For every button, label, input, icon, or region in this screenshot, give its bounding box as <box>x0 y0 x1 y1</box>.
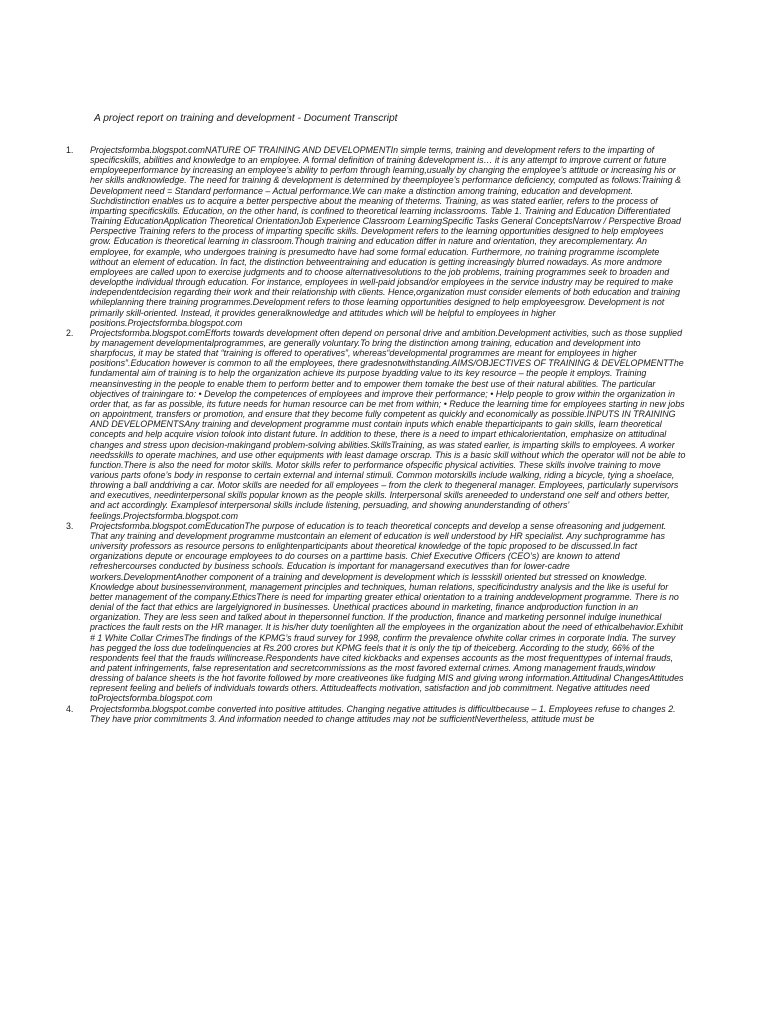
paragraph-text: Projectsformba.blogspot.comEfforts towards development often depend on personal drive and ambition.Development activities, such as those supplied by management developmentalprogrammes, are generally voluntary.To bring the distinction among training, education and development into sharpfocus, it may be stated that “training is offered to operatives”, whereas“developmental programmes are meant for employees in higher positions”.Education however is common to all the employees, there gradesnotwithstanding.AIMS/OBJECTIVES OF TRAINING & DEVELOPMENTThe fundamental aim of training is to help the organization achieve its purpose byadding value to its key resource – the people it employs. Training meansinvesting in the people to enable them to perform better and to empower them tomake the best use of their natural abilities. The particular objectives of trainingare to: • Develop the competences of employees and improve their performance; • Help people to grow within the organization in order that, as far as possible, its future needs for human resource can be met from within; • Reduce the learning time for employees starting in new jobs on appointment, transfers or promotion, and ensure that they become fully competent as quickly and economically as possible.INPUTS IN TRAINING AND DEVELOPMENTSAny training and development programme must contain inputs which enable theparticipants to gain skills, learn theoretical concepts and help acquire vision tolook into distant future. In addition to these, there is a need to impart ethicalorientation, emphasize on attitudinal changes and stress upon decision-makingand problem-solving abilities.SkillsTraining, as was stated earlier, is imparting skills to employees. A worker needsskills to operate machines, and use other equipments with least damage orscrap. This is a basic skill without which the operator will not be able to function.There is also the need for motor skills. Motor skills refer to performance ofspecific physical activities. These skills involve training to move various parts ofone’s body in response to certain external and internal stimuli. Common motorskills include walking, riding a bicycle, tying a shoelace, throwing a ball anddriving a car. Motor skills are needed for all employees – from the clerk to thegeneral manager. Employees, particularly supervisors and executives, needinterpersonal skills popular known as the people skills. Interpersonal skills areneeded to understand one self and others better, and act accordingly. Examplesof interpersonal skills include listening, persuading, and showing anunderstanding of others’ feelings.Projectsformba.blogspot.com <box>90 327 686 521</box>
paragraph-number: 2. <box>66 327 74 338</box>
paragraph-item <box>66 704 686 724</box>
paragraph-item <box>66 328 686 521</box>
paragraph-number: 1. <box>66 145 74 155</box>
paragraph-text: Projectsformba.blogspot.comEducationThe purpose of education is to teach theoretical concepts and develop a sense ofreasoning and judgement. That any training and development programme mustcontain an element of education is well understood by HR specialist. Any suchprogramme has university professors as resource persons to enlightenparticipants about theoretical knowledge of the topic proposed to be discussed.In fact organizations depute or encourage employees to do courses on a parttime basis. Chief Executive Officers (CEO’s) are known to attend refreshercourses conducted by business schools. Education is important for managersand executives than for lower-cadre workers.DevelopmentAnother component of a training and development is development which is lessskill oriented but stressed on knowledge. Knowledge about businessenvironment, management principles and techniques, human relations, specificindustry analysis and the like is useful for better management of the company.EthicsThere is need for imparting greater ethical orientation to a training anddevelopment programme. There is no denial of the fact that ethics are largelyignored in businesses. Unethical practices abound in marketing, finance andproduction function in an organization. They are less seen and talked about in thepersonnel function. If the production, finance and marketing personnel indulge inunethical practices the fault rests on the HR manager. It is his/her duty toenlighten all the employees in the organization about the need of ethicalbehavior.Exhibit # 1 White Collar CrimesThe findings of the KPMG’s fraud survey for 1998, confirm the prevalence ofwhite collar crimes in corporate India. The survey has pegged the loss due todelinquencies at Rs.200 crores but KPMG feels that it is only the tip of theiceberg. According to the study, 66% of the respondents feel that the frauds willincrease.Respondents have cited kickbacks and expenses accounts as the most frequenttypes of internal frauds, and patent infringements, false representation and secretcommissions as the most favored external crimes. Among management frauds,window dressing of balance sheets is the hot favorite followed by more creativeones like fudging MIS and giving wrong information.Attitudinal ChangesAttitudes represent feeling and beliefs of individuals towards others. Attitudeaffects motivation, satisfaction and job commitment. Negative attitudes need toProjectsformba.blogspot.com <box>90 520 684 704</box>
paragraph-list <box>66 145 686 724</box>
paragraph-text: Projectsformba.blogspot.combe converted into positive attitudes. Changing negative attitudes is difficultbecause – 1. Employees refuse to changes 2. They have prior commitments 3. And information needed to change attitudes may not be sufficientNevertheless, attitude must be <box>90 703 676 724</box>
paragraph-number: 3. <box>66 520 74 531</box>
paragraph-number: 4. <box>66 703 74 714</box>
paragraph-text: Projectsformba.blogspot.comNATURE OF TRAINING AND DEVELOPMENTIn simple terms, training and development refers to the imparting of specificskills, abilities and knowledge to an employee. A formal definition of training &development is… it is any attempt to improve current or future employeeperformance by increasing an employee’s ability to perfom through learning,usually by changing the employee’s attitude or increasing his or her skills andknowledge. The need for training & development is determined by theemployee’s performance deficiency, computed as follows:Training & Development need = Standard performance – Actual performance.We can make a distinction among training, education and development. Suchdistinction enables us to acquire a better perspective about the meaning of theterms. Training, as was stated earlier, refers to the process of imparting specificskills. Education, on the other hand, is confined to theoretical learning inclassrooms. Table 1. Training and Education Differentiated Training EducationApplication Theoretical OrientationJob Experience Classroom LearningSpecific Tasks General ConceptsNarrow / Perspective Broad Perspective Training refers to the process of imparting specific skills. Development refers to the learning opportunities designed to help employees grow. Education is theoretical learning in classroom.Though training and education differ in nature and orientation, they arecomplementary. An employee, for example, who undergoes training is presumedto have had some formal education. Furthermore, no training programme iscomplete without an element of education. In fact, the distinction betweentraining and education is getting increasingly blurred nowadays. As more andmore employees are called upon to exercise judgments and to choose alternativesolutions to the job problems, training programmes seek to broaden and developthe individual through education. For instance, employees in well-paid jobsand/or employees in the service industry may be required to make independentdecision regarding their work and their relationship with clients. Hence,organization must consider elements of both education and training whileplanning there training programmes.Development refers to those learning opportunities designed to help employeesgrow. Development is not primarily skill-oriented. Instead, it provides generalknowledge and attitudes which will be helpful to employees in higher positions.Projectsformba.blogspot.com <box>90 145 681 328</box>
paragraph-item <box>66 145 686 328</box>
paragraph-item <box>66 521 686 704</box>
document-title: A project report on training and development - Document Transcript <box>94 113 398 124</box>
